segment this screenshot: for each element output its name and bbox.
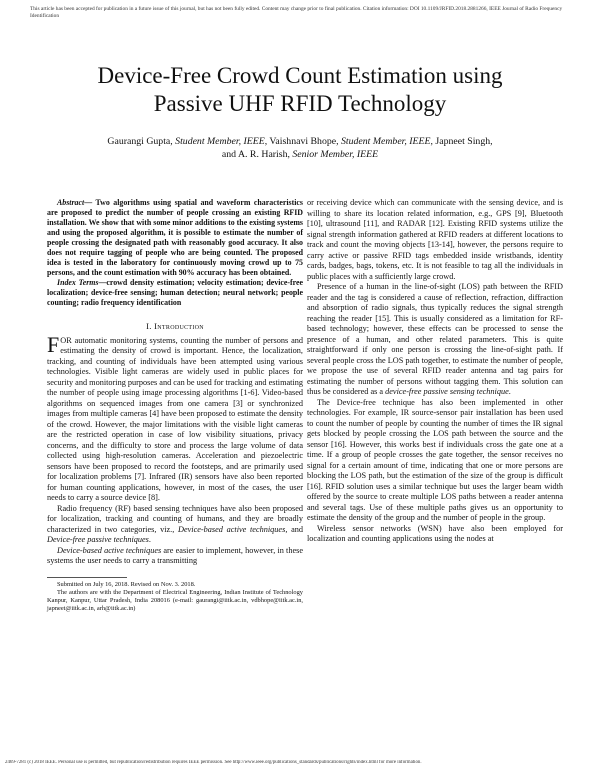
author-membership: Senior Member, IEEE <box>292 149 379 160</box>
intro-paragraph-2: Radio frequency (RF) based sensing techniques have also been proposed for localization, tracking and counting of humans, and they are broadly characterized in two categories, viz., Device-based active techniques, and Device-free passive techniques. <box>47 503 303 544</box>
author-name: Gaurangi Gupta, <box>107 136 176 147</box>
author-name: Japneet Singh, <box>435 136 493 147</box>
index-terms-lead: Index Terms <box>57 278 99 287</box>
footer-copyright-note: 2469-7281 (c) 2018 IEEE. Personal use is permitted, but republication/redistribution requires IEEE permission. See http://www.ieee.org/publications_standards/publications/rights/index.html for more information. <box>5 760 422 765</box>
author-line-2 <box>40 148 560 161</box>
drop-cap: F <box>47 331 60 357</box>
right-paragraph-3: The Device-free technique has also been implemented in other technologies. For example, IR source-sensor pair installation has been used to count the number of people by counting the number of times the IR signal gets blocked by people crossing the LOS path between the source and the sensor [16]. However, this works best if individuals cross the gate one at a time. If a group of people crosses the gate together, the sensor receives no signal for a certain amount of time, indicating that one or more persons are blocking the LOS path, but the estimation of the size of the group is difficult [16]. RFID solution uses a similar technique but uses the larger beam width offered by the source to create multiple LOS paths between a reader antenna and several tags. Use of these multiple paths gives us an opportunity to estimate the density of the group and the number of people in the group. <box>307 397 563 522</box>
author-membership: Student Member, IEEE <box>175 136 265 147</box>
paper-title <box>30 62 570 118</box>
intro-paragraph-1: FOR automatic monitoring systems, counting the number of persons and estimating the density of crowd is important. Hence, the localization, tracking, and counting of individuals have been attempted using various technologies. Visible light cameras are widely used in public places for security and monitoring purposes and can be used for tracking and estimating the number of people using image processing algorithms [1-6]. Video-based algorithms on sequenced images from one camera [3] or synchronized images from multiple cameras [4] have been proposed to estimate the density of the crowd. However, the major limitations with the visible light cameras are the restricted operation in case of low visibility situations, privacy concerns, and the difficulty to store and process the large volume of data collected using high-resolution cameras. Acceleration and piezoelectric sensors have been proposed to record the footsteps, and are primarily used for localization problems [7]. Infrared (IR) sensors have also been reported for human counting applications, however, in most of the cases, the user needs to carry a source device [8]. <box>47 331 303 502</box>
right-column <box>307 198 563 545</box>
footnote-submission: Submitted on July 16, 2018. Revised on Nov. 3. 2018. <box>57 580 196 588</box>
left-column <box>47 198 303 613</box>
right-paragraph-1: or receiving device which can communicate with the sensing device, and is willing to share its location related information, e.g., GPS [9], Bluetooth [10], ultrasound [11], and RADAR [12]. Existing RFID systems utilize the signal strength information gathered at RFID readers at different locations to track and count the moving objects [13-14], however, the persons require to carry active or passive RFID tags embedded inside wristbands, identity cards, badges, bags, tokens, etc. It is not feasible to tag all the individuals in public places with a sufficiently large crowd. <box>307 198 563 281</box>
intro-paragraph-3: Device-based active techniques are easier to implement, however, in these systems the user needs to carry a transmitting <box>47 545 303 565</box>
right-paragraph-4: Wireless sensor networks (WSN) have also been employed for localization and counting applications using the nodes at <box>307 523 563 543</box>
author-name: and A. R. Harish, <box>221 149 293 160</box>
index-terms-text: —crowd density estimation; velocity estimation; device-free localization; device-free sensing; human detection; neural network; people counting; radio frequency identification <box>47 278 304 307</box>
footnote-rule <box>47 577 127 578</box>
author-list <box>40 135 560 161</box>
footnote-affiliation: The authors are with the Department of Electrical Engineering, Indian Institute of Technology Kanpur, Kanpur, Uttar Pradesh, India 208016 (e-mail: gaurangi@iitk.ac.in, vdbhope@iitk.ac.in, japneet@iitk.ac.in, arh@iitk.ac.in) <box>47 588 303 612</box>
index-terms <box>47 278 303 308</box>
section-heading-introduction: I. Introduction <box>146 321 204 331</box>
author-name: Vaishnavi Bhope, <box>269 136 341 147</box>
abstract-lead: Abstract <box>57 198 85 207</box>
title-line-2: Passive UHF RFID Technology <box>153 91 447 116</box>
abstract-text: Two algorithms using spatial and waveform characteristics are proposed to predict the number of people crossing an existing RFID installation. We show that with some minor additions to the existing systems and using the proposed algorithm, it is possible to estimate the number of people crossing the designated path with reasonably good accuracy. It also does not require tagging of people who are being counted. The proposed idea is tested in the laboratory for continuously moving crowd up to 75 persons, and the count estimation with 90% accuracy has been obtained. <box>47 198 303 277</box>
right-paragraph-2: Presence of a human in the line-of-sight (LOS) path between the RFID reader and the tag is considered a cause of reflection, refraction, diffraction and absorption of radio signals, thus typically reduces the signal strength reaching the reader [15]. This is usually considered as a limitation for RF-based technology; however, these effects can be processed to sense the presence of a human, and other related parameters. This is quite straightforward if only one person is crossing the line-of-sight path. If several people cross the LOS path together, to estimate the number of people, we propose the use of several RFID reader antenna and tag pairs for estimating the number of persons without tagging them. This solution can thus be considered as a device-free passive sensing technique. <box>307 282 563 396</box>
author-line-1: Gaurangi Gupta, Student Member, IEEE, Vaishnavi Bhope, Student Member, IEEE, Japneet Singh, <box>107 136 493 147</box>
abstract: Abstract— Two algorithms using spatial and waveform characteristics are proposed to predict the number of people crossing an existing RFID installation. We show that with some minor additions to the existing systems and using the proposed algorithm, it is possible to estimate the number of people crossing the designated path with reasonably good accuracy. It also does not require tagging of people who are being counted. The proposed idea is tested in the laboratory for continuously moving crowd up to 75 persons, and the count estimation with 90% accuracy has been obtained. <box>47 198 303 277</box>
author-membership: Student Member, IEEE <box>341 136 431 147</box>
title-line-1: Device-Free Crowd Count Estimation using <box>97 63 503 88</box>
header-citation-note: This article has been accepted for publication in a future issue of this journal, but has not been fully edited. Content may change prior to final publication. Citation information: DOI 10.1109/JRFID.2018.2881266, IEEE Journal of Radio Frequency Identification <box>30 6 563 19</box>
